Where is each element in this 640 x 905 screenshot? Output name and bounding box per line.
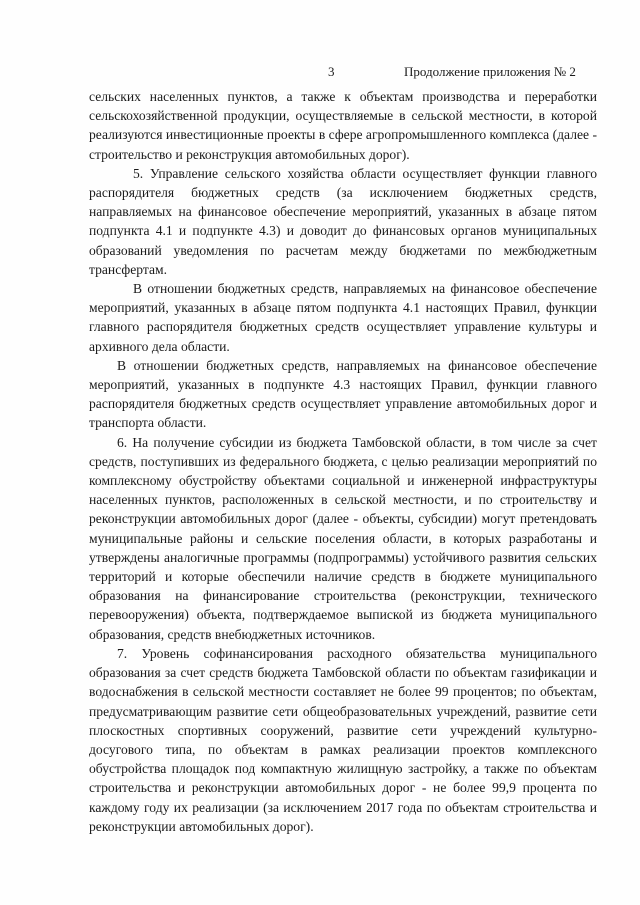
page-header xyxy=(0,64,640,82)
paragraph-continuation: сельских населенных пунктов, а также к объектам производства и переработки сельскохозяйственной продукции, осуществляемые в сельской местности, в которой реализуются инвестиционные проекты в сфере агропромышленного комплекса (далее - строительство и реконструкция автомобильных дорог). xyxy=(89,89,597,162)
paragraph-culture-dept: В отношении бюджетных средств, направляемых на финансовое обеспечение мероприятий, указанных в абзаце пятом подпункта 4.1 настоящих Правил, функции главного распорядителя бюджетных средств осуществляет управление культуры и архивного дела области. xyxy=(89,281,597,354)
paragraph-item-5: 5. Управление сельского хозяйства области осуществляет функции главного распорядителя бюджетных средств (за исключением бюджетных средств, направляемых на финансовое обеспечение мероприятий, указанных в абзаце пятом подпункта 4.1 и подпункте 4.3) и доводит до финансовых органов муниципальных образований уведомления по расчетам между бюджетами по межбюджетным трансфертам. xyxy=(89,165,597,277)
appendix-label: Продолжение приложения № 2 xyxy=(404,64,576,79)
document-body xyxy=(89,87,597,836)
page-number: 3 xyxy=(328,64,335,79)
paragraph-item-7: 7. Уровень софинансирования расходного обязательства муниципального образования за счет средств бюджета Тамбовской области по объектам газификации и водоснабжения в сельской местности составляет не более 99 процентов; по объектам, предусматривающим развитие сети общеобразовательных учреждений, развитие сети плоскостных спортивных сооружений, развитие сети учреждений культурно-досугового типа, по объектам в рамках реализации проектов комплексного обустройства площадок под компактную жилищную застройку, а также по объектам строительства и реконструкции автомобильных дорог - не более 99,9 процента по каждому году их реализации (за исключением 2017 года по объектам строительства и реконструкции автомобильных дорог). xyxy=(89,645,597,834)
paragraph-item-6: 6. На получение субсидии из бюджета Тамбовской области, в том числе за счет средств, поступивших из федерального бюджета, с целью реализации мероприятий по комплексному обустройству объектами социальной и инженерной инфраструктуры населенных пунктов, расположенных в сельской местности, и по строительству и реконструкции автомобильных дорог (далее - объекты, субсидии) могут претендовать муниципальные районы и сельские поселения области, в которых разработаны и утверждены аналогичные программы (подпрограммы) устойчивого развития сельских территорий и которые обеспечили наличие средств в бюджете муниципального образования на финансирование строительства (реконструкции, технического перевооружения) объекта, подтверждаемое выпиской из бюджета муниципального образования, средств внебюджетных источников. xyxy=(89,434,597,642)
paragraph-roads-dept: В отношении бюджетных средств, направляемых на финансовое обеспечение мероприятий, указанных в подпункте 4.3 настоящих Правил, функции главного распорядителя бюджетных средств осуществляет управление автомобильных дорог и транспорта области. xyxy=(89,357,597,431)
